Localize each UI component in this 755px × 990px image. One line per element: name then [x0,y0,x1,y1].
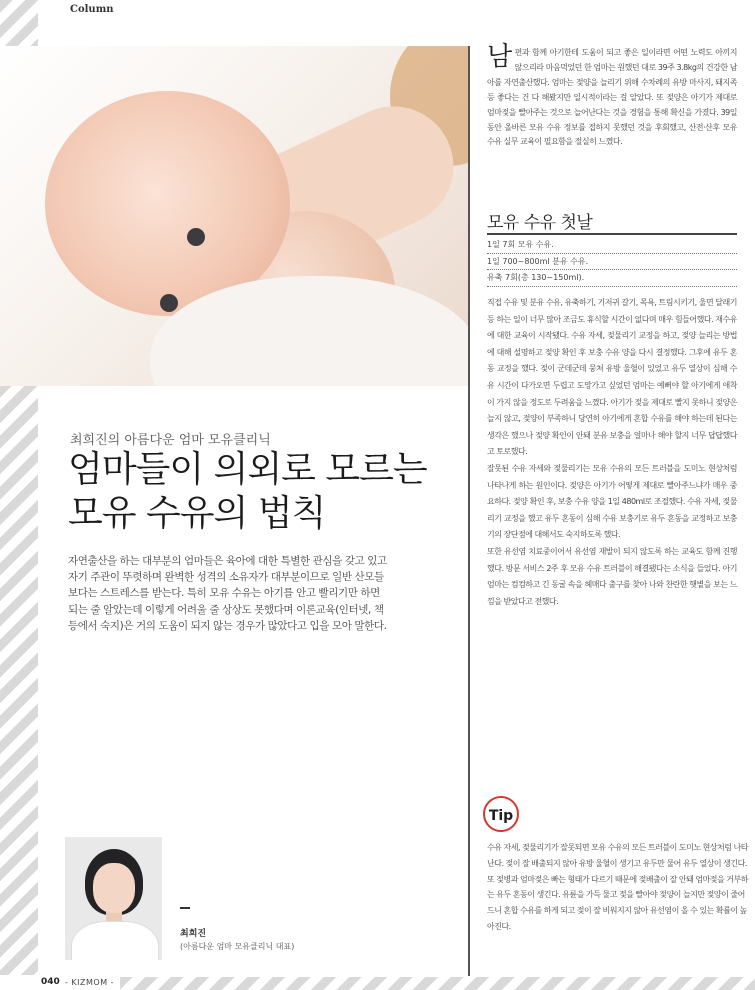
tip-badge: Tip [483,796,519,832]
page-number: 040 [41,977,60,987]
breastfeeding-photo [0,46,468,386]
intro-paragraph [487,42,737,150]
body-text [487,295,737,610]
author-role: (아름다운 엄마 모유클리닉 대표) [180,942,295,951]
column-tag: Column [70,4,114,15]
list-item: 유축 7회(총 130~150ml). [487,270,737,287]
headline-line-1: 엄마들이 의외로 모르는 [68,449,427,490]
section-title: 모유 수유 첫날 [487,213,593,233]
dropcap: 남 [487,42,512,72]
intro-text: 편과 함께 아기한테 도움이 되고 좋은 일이라면 어떤 노력도 아끼지 않으리라 마음먹었던 한 엄마는 원했던 대로 39주 3.8kg의 건강한 남아를 자연출산했다. 엄마는 젖양을 늘리기 위해 수차례의 유방 마사지, 돼지족 등 좋다는 건 다 해봤지만 일시적이라는 걸 알았다. 또 젖양은 아기가 제대로 엄마젖을 빨아주는 것으로 늘어난다는 것을 경험을 통해 확신을 가졌다. 39일 동안 올바른 모유 수유 정보를 접하지 못했던 것을 후회했고, 산전·산후 모유 수유 실무 교육이 필요함을 절실히 느꼈다. [487,48,737,147]
column-divider [468,46,470,976]
decorative-stripes-bottom [120,977,755,990]
body-paragraph-3: 또한 유선염 치료중이어서 유선염 재발이 되지 않도록 하는 교육도 함께 진행했다. 방문 서비스 2주 후 모유 수유 트러블이 해결됐다는 소식을 들었다. 아기 엄마는 컴컴하고 긴 동굴 속을 헤매다 출구를 찾아 나와 찬란한 햇볕을 보는 느낌을 받았다고 전했다. [487,546,737,606]
article-lede: 자연출산을 하는 대부분의 엄마들은 육아에 대한 특별한 관심을 갖고 있고 자기 주관이 뚜렷하며 완벽한 성격의 소유자가 대부분이므로 일반 산모들보다는 스트레스를 받는다. 특히 모유 수유는 아기를 안고 빨리기만 하면 되는 줄 알았는데 이렇게 어려울 줄 상상도 못했다며 이론교육(인터넷, 책 등에서 숙지)은 거의 도움이 되지 않는 경우가 많았다고 입을 모아 말한다. [68,555,387,632]
section-rule [487,233,737,235]
headline-line-2: 모유 수유의 법칙 [68,493,326,534]
list-item: 1일 700~800ml 분유 수유. [487,254,737,271]
author-dash [180,907,190,909]
decorative-stripes-left [0,385,38,975]
magazine-name: - KIZMOM - [65,978,115,987]
author-name: 최희진 [180,929,207,939]
tip-text: 수유 자세, 젖물리기가 잘못되면 모유 수유의 모든 트러블이 도미노 현상처럼 나타난다. 젖이 잘 배출되지 않아 유방 울혈이 생기고 유두만 물어 유두 열상이 생긴다. 또 젖병과 엄마젖은 빠는 형태가 다르기 때문에 젖배출이 잘 안돼 엄마젖을 거부하는 유두 혼동이 생긴다. 유륜을 가득 물고 젖을 빨아야 젖양이 늘지만 젖양이 줄어드니 혼합 수유를 하게 되고 젖이 잘 비워지지 않아 유선염이 올 수 있는 확률이 높아진다. [487,843,748,931]
author-photo [65,837,162,960]
body-paragraph-1: 직접 수유 및 분유 수유, 유축하기, 기저귀 갈기, 목욕, 트림시키기, 울면 달래기 등 하는 일이 너무 많아 조금도 휴식할 시간이 없다며 매우 힘들어했다. 재수유에 대한 교육이 시작됐다. 수유 자세, 젖물리기 교정을 하고, 젖양 늘리는 방법에 대해 설명하고 젖양 확인 후 보충 수유 양을 다시 결정했다. 그후에 유두 혼동 교정을 했다. 젖이 군데군데 뭉쳐 유방 울혈이 있었고 유두 열상이 심해 수유 시간이 다가오면 두렵고 도망가고 싶었던 엄마는 예뻐야 할 아기에게 애착이 가지 않을 정도로 두려움을 느꼈다. 아기가 젖을 제대로 빨지 못하니 젖양은 늘지 않고, 젖양이 부족하니 당연히 아기에게 혼합 수유를 해야 하는데 된다는 생각은 했으나 젖양 확인이 안돼 분유 보충을 얼마나 해야 할지 너무 답답했다고 토로했다. [487,298,737,457]
list-item: 1일 7회 모유 수유. [487,237,737,254]
feeding-info-list [487,237,737,287]
body-paragraph-2: 잘못된 수유 자세와 젖물리기는 모유 수유의 모든 트러블을 도미노 현상처럼 나타나게 하는 원인이다. 젖양은 아기가 어떻게 제대로 빨아주느냐가 매우 중요하다. 젖양 확인 후, 보충 수유 양을 1일 480ml로 조절했다. 수유 자세, 젖물리기 교정을 했고 유두 혼동이 심해 수유 보충기로 유두 혼동을 교정하고 보충기의 장단점에 대해서도 숙지하도록 했다. [487,463,737,540]
article-headline [68,448,448,536]
article-subtitle: 최희진의 아름다운 엄마 모유클리닉 [70,433,271,448]
decorative-stripes-top [0,0,38,48]
